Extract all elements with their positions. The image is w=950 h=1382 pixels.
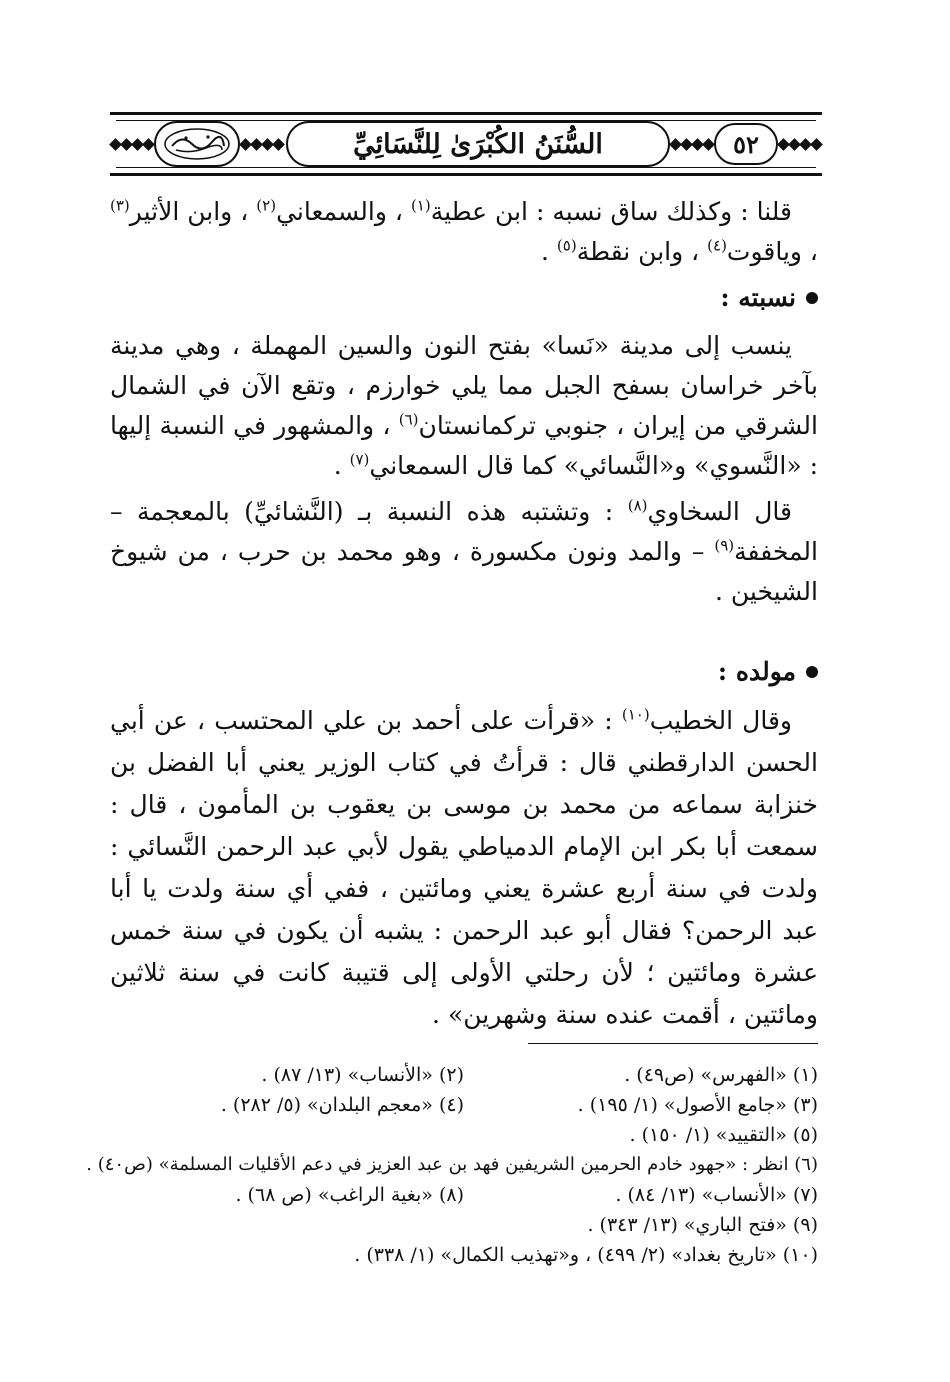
footnote-ref-8: (٨): [627, 496, 648, 515]
nisba-p1-text-a: ينسب إلى مدينة «نَسا» بفتح النون والسين المهملة ، وهي مدينة بآخر خراسان بسفح الجبل مما يلي خوارزم ، وتقع الآن في الشمال الشرقي من إيران ، جنوبي تركمانستان: [110, 331, 818, 440]
intro-paragraph: [110, 192, 818, 272]
footnote-6: (٦) انظر : «جهود خادم الحرمين الشريفين فهد بن عبد العزيز في دعم الأقليات المسلمة» (ص٤٠) .: [86, 1154, 818, 1175]
intro-text-3: ، وابن الأثير: [129, 197, 257, 226]
footnote-row: [110, 1210, 818, 1240]
heading-birth-text: مولده :: [717, 657, 796, 686]
footnote-row: [110, 1060, 818, 1090]
nisba-p2-text-c: – والمد ونون مكسورة ، وهو محمد بن حرب ، من شيوخ الشيخين .: [110, 537, 818, 606]
footnote-ref-9: (٩): [714, 536, 735, 555]
running-title: السُّنَنُ الكُبْرَىٰ لِلنَّسَائِيِّ: [286, 121, 670, 167]
footnote-ref-1: (١): [410, 196, 431, 215]
heading-birth: [110, 652, 818, 692]
footnote-separator: [528, 1043, 818, 1044]
ornament-left: [110, 123, 154, 165]
intro-text-5: ، وابن نقطة: [576, 237, 708, 266]
footnote-row: [110, 1240, 818, 1270]
ornament-right: [778, 123, 822, 165]
footnote-2: (٢) «الأنساب» (١٣/ ٨٧) .: [261, 1064, 464, 1086]
footnote-ref-7: (٧): [349, 450, 370, 469]
birth-text-b: : «قرأت على أحمد بن علي المحتسب ، عن أبي الحسن الدارقطني قال : قرأتُ في كتاب الوزير يعني أبا الفضل بن خنزابة سماعه من محمد بن موسى بن يعقوب بن المأمون ، قال : سمعت أبا بكر ابن الإمام الدمياطي يقول لأبي عبد الرحمن النَّسائي : ولدت في سنة أربع عشرة يعني ومائتين ، ففي أي سنة ولدت يا أبا عبد الرحمن؟ فقال أبو عبد الرحمن : يشبه أن يكون في سنة خمس عشرة ومائتين ؛ لأن رحلتي الأولى إلى قتيبة كانت في سنة ثلاثين ومائتين ، أقمت عنده سنة وشهرين» .: [110, 706, 818, 1029]
nisba-paragraph-1: [110, 326, 818, 486]
footnote-ref-2: (٢): [256, 196, 277, 215]
intro-text-1: قلنا : وكذلك ساق نسبه : ابن عطية: [430, 197, 793, 226]
footnote-4: (٤) «معجم البلدان» (٥/ ٢٨٢) .: [220, 1094, 464, 1116]
bullet-icon: [806, 292, 818, 304]
nisba-p1-text-b: ، والمشهور في النسبة إليها : «النَّسوي» و«النَّسائي» كما قال السمعاني: [110, 411, 818, 480]
ornament-center-left: [240, 123, 284, 165]
footnote-3: (٣) «جامع الأصول» (١/ ١٩٥) .: [577, 1094, 818, 1116]
page-header: [110, 112, 822, 176]
footnote-ref-5: (٥): [556, 236, 577, 255]
heading-nisba-text: نسبته :: [720, 283, 796, 312]
footnote-ref-6: (٦): [398, 410, 419, 429]
nisba-p2-text-b: : وتشتبه هذه النسبة بـ (النَّشائيِّ) بالمعجمة – المخففة: [110, 497, 818, 566]
footnote-1: (١) «الفهرس» (ص٤٩) .: [624, 1064, 818, 1086]
nisba-p1-text-c: .: [333, 451, 350, 480]
footnote-7: (٧) «الأنساب» (١٣/ ٨٤) .: [615, 1184, 818, 1206]
footnote-row: [110, 1120, 818, 1150]
footnote-ref-4: (٤): [707, 236, 727, 255]
footnote-row: [110, 1090, 818, 1120]
main-text: [110, 192, 818, 1036]
footnotes: [86, 1060, 818, 1270]
footnote-ref-10: (١٠): [621, 705, 650, 724]
nisba-p2-text-a: قال السخاوي: [647, 497, 792, 526]
nisba-paragraph-2: [110, 492, 818, 612]
page-number: ٥٢: [714, 123, 778, 165]
footnote-row: [110, 1180, 818, 1210]
heading-nisba: [110, 278, 818, 318]
bullet-icon: [806, 666, 818, 678]
intro-text-6: .: [541, 237, 557, 266]
footnote-9: (٩) «فتح الباري» (١٣/ ٣٤٣) .: [587, 1214, 818, 1236]
ornament-center-right: [670, 123, 714, 165]
footnote-10: (١٠) «تاريخ بغداد» (٢/ ٤٩٩) ، و«تهذيب الكمال» (١/ ٣٣٨) .: [354, 1244, 818, 1266]
intro-text-4: ، وياقوت: [726, 237, 818, 266]
footnote-row: [86, 1150, 818, 1180]
footnote-ref-3: (٣): [110, 196, 130, 215]
intro-text-2: ، والسمعاني: [276, 197, 411, 226]
birth-paragraph: [110, 700, 818, 1036]
footnote-8: (٨) «بغية الراغب» (ص ٦٨) .: [235, 1184, 464, 1206]
birth-text-a: وقال الخطيب: [649, 706, 792, 735]
calligraphic-seal-icon: [154, 121, 240, 167]
footnote-5: (٥) «التقييد» (١/ ١٥٠) .: [629, 1124, 818, 1146]
